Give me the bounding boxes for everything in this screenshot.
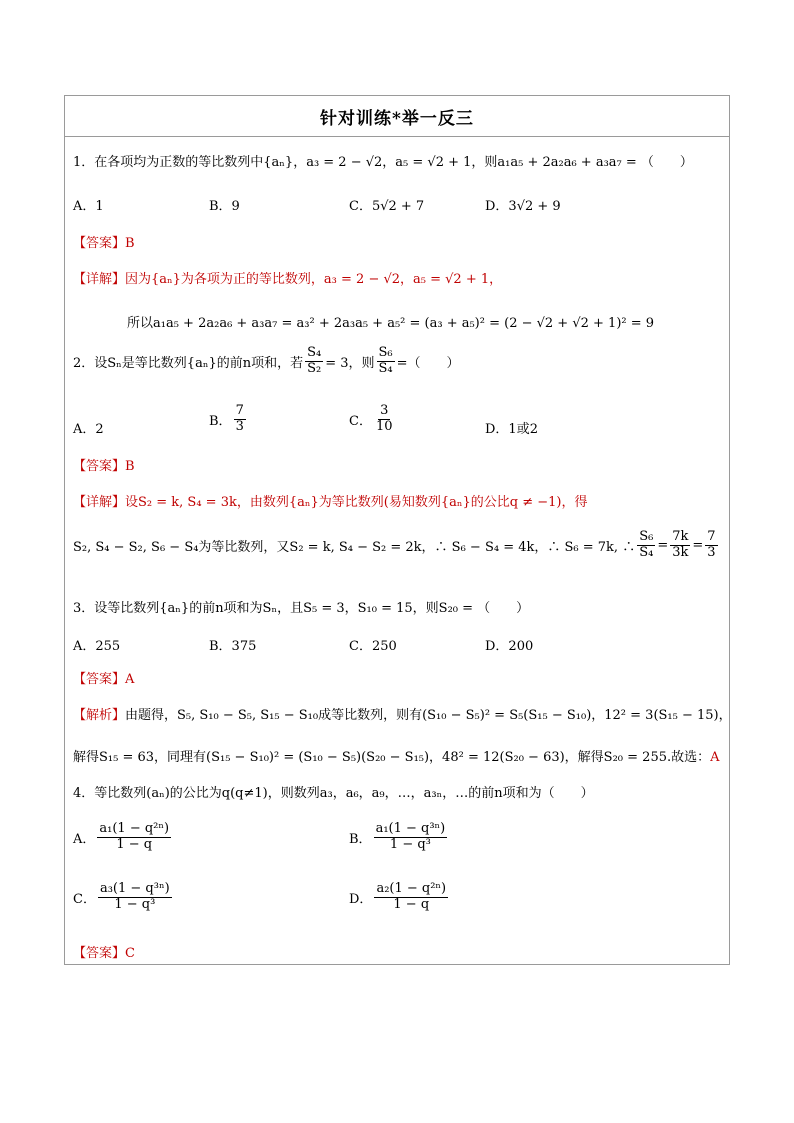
- q2-detail: 设S₂ = k, S₄ = 3k，由数列{aₙ}为等比数列(易知数列{aₙ}的公比q ≠ −1)，得: [125, 495, 588, 510]
- q3-answer-label: 【答案】: [73, 672, 126, 687]
- q3-option-b: B．375: [209, 639, 257, 654]
- option-label: B．: [349, 831, 372, 847]
- q3-detail-line: [73, 704, 732, 723]
- frac-denominator: 3: [707, 544, 716, 560]
- q2-detail-formula: [73, 530, 720, 561]
- q2-answer-label: 【答案】: [73, 459, 126, 474]
- q1-detail-label: 【详解】: [73, 272, 126, 287]
- q3-detail-2: 解得S₁₅ = 63，同理有(S₁₅ − S₁₀)² = (S₁₀ − S₅)(S₂₀ − S₁₅)，48² = 12(S₂₀ − 63)，解得S₂₀ = 255.故选：: [73, 750, 711, 765]
- q1-answer: B: [125, 236, 135, 251]
- frac-numerator: a₁(1 − q²ⁿ): [99, 821, 170, 836]
- q2-answer-line: [73, 455, 135, 474]
- frac-numerator: S₄: [307, 345, 322, 360]
- q2-option-c-fraction: [374, 404, 395, 435]
- q2-stem-fraction-2: [377, 346, 395, 377]
- q1-option-c: C．5√2 + 7: [349, 199, 425, 214]
- q2-option-c: [349, 404, 397, 435]
- q2-option-b-fraction: [234, 404, 246, 435]
- frac-numerator: 3: [380, 403, 389, 418]
- q2-stem: [73, 346, 460, 377]
- title-row: [65, 96, 729, 137]
- q1-option-b: B．9: [209, 199, 240, 214]
- q2-detail-fraction-2: [670, 530, 690, 561]
- q3-detail-choice: A: [710, 750, 720, 765]
- frac-numerator: a₂(1 − q²ⁿ): [376, 881, 447, 896]
- q4-option-c-fraction: [98, 882, 172, 913]
- q1-answer-label: 【答案】: [73, 236, 126, 251]
- option-label: D．: [349, 891, 373, 907]
- frac-denominator: 3: [235, 418, 244, 434]
- q4-option-a-fraction: [97, 822, 171, 853]
- q3-option-d: D．200: [485, 639, 534, 654]
- q2-detail-fraction-3: [705, 530, 717, 561]
- frac-numerator: S₆: [639, 529, 654, 544]
- q4-answer-label: 【答案】: [73, 946, 126, 961]
- q4-option-b-fraction: [374, 822, 448, 853]
- frac-denominator: S₂: [307, 360, 322, 376]
- q1-detail: 因为{aₙ}为各项为正的等比数列，a₃ = 2 − √2，a₅ = √2 + 1，: [125, 272, 503, 287]
- q2-stem-fraction-1: [305, 346, 323, 377]
- q1-detail-formula: 所以a₁a₅ + 2a₂a₆ + a₃a₇ = a₃² + 2a₃a₅ + a₅² = (a₃ + a₅)² = (2 − √2 + √2 + 1)² = 9: [127, 316, 655, 331]
- q4-answer: C: [125, 946, 135, 961]
- frac-denominator: S₄: [378, 360, 393, 376]
- q2-detail-fraction-1: [637, 530, 655, 561]
- q1-option-d: D．3√2 + 9: [485, 199, 561, 214]
- frac-denominator: S₄: [639, 544, 654, 560]
- q2-option-a: A．2: [73, 422, 104, 437]
- frac-denominator: 3k: [672, 544, 689, 560]
- q2-detail-label: 【详解】: [73, 495, 126, 510]
- q2-option-b: [209, 404, 248, 435]
- q4-option-b: [349, 822, 449, 853]
- q2-stem-part-b: = 3，则: [325, 355, 375, 371]
- frac-denominator: 10: [375, 418, 393, 434]
- page-title: 针对训练*举一反三: [320, 108, 474, 129]
- q4-answer-line: [73, 942, 135, 961]
- q1-detail-line: [73, 268, 502, 287]
- q2-answer: B: [125, 459, 135, 474]
- option-label: A．: [73, 831, 96, 847]
- frac-numerator: S₆: [378, 345, 393, 360]
- q3-option-c: C．250: [349, 639, 397, 654]
- frac-numerator: a₃(1 − q³ⁿ): [99, 881, 170, 896]
- equals: =: [657, 537, 669, 553]
- q2-detail-text: S₂, S₄ − S₂, S₆ − S₄为等比数列，又S₂ = k, S₄ − S₂ = 2k，∴ S₆ − S₄ = 4k，∴ S₆ = 7k, ∴: [73, 539, 636, 555]
- option-label: C．: [349, 413, 372, 429]
- q1-option-a: A．1: [73, 199, 104, 214]
- q1-answer-line: [73, 232, 135, 251]
- option-label: C．: [73, 891, 96, 907]
- q4-option-d-fraction: [374, 882, 448, 913]
- q3-detail: 由题得，S₅, S₁₀ − S₅, S₁₅ − S₁₀成等比数列，则有(S₁₀ − S₅)² = S₅(S₁₅ − S₁₀)，12² = 3(S₁₅ − 15)，: [125, 708, 732, 723]
- q3-answer-line: [73, 668, 134, 687]
- q2-stem-part-a: 2．设Sₙ是等比数列{aₙ}的前n项和，若: [73, 355, 304, 371]
- option-label: B．: [209, 413, 232, 429]
- q4-option-d: [349, 882, 450, 913]
- equals: =: [692, 537, 704, 553]
- frac-numerator: 7: [707, 529, 716, 544]
- q2-detail-line: [73, 491, 587, 510]
- frac-denominator: 1 − q: [116, 836, 153, 852]
- q3-option-a: A．255: [73, 639, 121, 654]
- q2-option-d: D．1或2: [485, 422, 538, 437]
- frac-denominator: 1 − q³: [114, 896, 156, 912]
- q1-stem: 1．在各项均为正数的等比数列中{aₙ}，a₃ = 2 − √2，a₅ = √2 + 1，则a₁a₅ + 2a₂a₆ + a₃a₇ = （ ）: [73, 155, 693, 170]
- q3-detail-label: 【解析】: [73, 708, 126, 723]
- q3-stem: 3．设等比数列{aₙ}的前n项和为Sₙ，且S₅ = 3，S₁₀ = 15，则S₂₀ = （ ）: [73, 601, 530, 616]
- frac-denominator: 1 − q³: [389, 836, 431, 852]
- frac-numerator: 7: [235, 403, 244, 418]
- frac-denominator: 1 − q: [393, 896, 430, 912]
- exercise-box: [64, 95, 730, 965]
- frac-numerator: 7k: [672, 529, 689, 544]
- q3-detail-line-2: [73, 746, 720, 765]
- q4-option-a: [73, 822, 173, 853]
- q2-stem-part-c: =（ ）: [396, 355, 460, 371]
- q3-answer: A: [125, 672, 135, 687]
- frac-numerator: a₁(1 − q³ⁿ): [375, 821, 446, 836]
- q4-stem: 4．等比数列(aₙ)的公比为q(q≠1)，则数列a₃，a₆，a₉，…，a₃ₙ，…的前n项和为（ ）: [73, 786, 594, 801]
- q4-option-c: [73, 882, 174, 913]
